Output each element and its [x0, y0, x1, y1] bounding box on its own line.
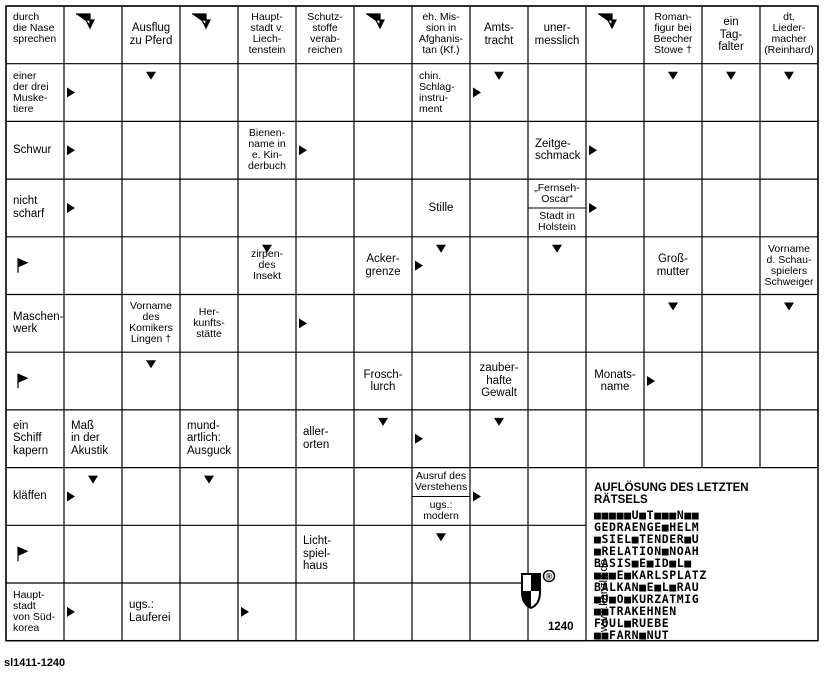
clue-cell: chin. Schlag- instru- ment — [419, 69, 455, 115]
arrow-right-icon — [67, 145, 75, 155]
arrow-right-icon — [589, 145, 597, 155]
clue-cell: eh. Mis- sion in Afghanis- tan (Kf.) — [418, 11, 464, 56]
puzzle-code: sl1411-1240 — [4, 657, 66, 669]
arrow-right-icon — [473, 88, 481, 98]
arrow-down-icon — [436, 245, 446, 253]
arrow-down-icon — [494, 418, 504, 426]
trademark-symbol: ® — [545, 571, 553, 582]
solution-row: BASIS■E■ID■L■ — [594, 555, 692, 570]
arrow-down-icon — [378, 418, 388, 426]
clue-cell: zirpen- des Insekt — [250, 248, 284, 283]
clue-cell: zauber- hafte Gewalt — [479, 362, 519, 400]
clue-cell: Acker- grenze — [365, 253, 401, 278]
arrow-down-icon — [668, 303, 678, 311]
solution-row: ■■TRAKEHNEN — [594, 603, 677, 618]
clue-cell: Stille — [428, 201, 454, 214]
arrow-down-icon — [552, 245, 562, 253]
clue-cell: ein Tag- falter — [718, 16, 744, 54]
arrow-right-icon — [473, 491, 481, 501]
clue-cell: Vorname des Komikers Lingen † — [129, 300, 173, 346]
arrow-down-icon — [436, 533, 446, 541]
clue-cell: Monats- name — [594, 368, 636, 394]
arrow-right-icon — [415, 261, 423, 271]
clue-cell: Haupt- stadt von Süd- korea — [13, 588, 56, 634]
publisher-logo — [518, 570, 558, 610]
clue-cell: Roman- figur bei Beecher Stowe † — [653, 11, 693, 56]
clue-cell: uner- messlich — [534, 22, 580, 47]
clue-cell: „Fernseh- Oscar“ — [534, 181, 580, 205]
solution-row: ■■■■■U■T■■■N■■ — [594, 507, 700, 522]
solution-row: GEDRAENGE■HELM — [594, 519, 700, 534]
arrow-right-icon — [589, 203, 597, 213]
arrow-down-icon — [784, 303, 794, 311]
clue-cell: Her- kunfts- stätte — [193, 305, 225, 340]
solution-row: ■SIEL■TENDER■U — [594, 531, 700, 546]
clue-cell: einer der drei Muske- tiere — [13, 69, 49, 115]
clue-cell: Schwur — [13, 143, 52, 156]
solution-row: ■■■E■KARLSPLATZ — [594, 567, 707, 582]
clue-cell: Licht- spiel- haus — [303, 535, 332, 573]
arrow-down-icon — [204, 476, 214, 484]
arrow-right-icon — [647, 376, 655, 386]
clue-cell: durch die Nase sprechen — [13, 11, 57, 45]
clue-cell: Vorname d. Schau- spielers Schweiger — [764, 242, 814, 288]
bent-arrow-down-icon — [598, 14, 616, 28]
bent-arrow-down-icon — [76, 14, 94, 28]
arrow-right-icon — [299, 318, 307, 328]
clue-cell: Zeitge- schmack — [535, 137, 581, 163]
arrow-right-icon — [67, 203, 75, 213]
clue-cell: Schutz- stoffe verab- reichen — [307, 11, 343, 56]
arrow-right-icon — [67, 491, 75, 501]
solution-row: BALKAN■E■L■RAU — [594, 579, 700, 594]
solution-row: ■RELATION■NOAH — [594, 543, 700, 558]
solution-row: ■U■O■KURZATMIG — [594, 591, 700, 606]
arrow-right-icon — [299, 145, 307, 155]
arrow-right-icon — [415, 434, 423, 444]
solution-row: FOUL■RUEBE — [594, 615, 670, 630]
bent-arrow-down-icon — [192, 14, 210, 28]
solution-title: AUFLÖSUNG DES LETZTEN RÄTSELS — [594, 481, 749, 506]
arrow-down-icon — [784, 72, 794, 80]
clue-cell: ugs.: Lauferei — [129, 599, 171, 624]
clue-cell: ein Schiff kapern — [13, 419, 49, 457]
bent-arrow-down-icon — [366, 14, 384, 28]
arrow-right-icon — [67, 607, 75, 617]
clue-cell: Haupt- stadt v. Liech- tenstein — [248, 11, 286, 56]
clue-cell: mund- artlich: Ausguck — [187, 419, 232, 457]
arrow-down-icon — [668, 72, 678, 80]
puzzle-number: 1240 — [548, 621, 574, 633]
arrow-down-icon — [494, 72, 504, 80]
clue-cell: Maß in der Akustik — [71, 419, 109, 457]
clue-cell: Bienen- name in e. Kin- derbuch — [248, 127, 286, 173]
clue-cell: Groß- mutter — [656, 253, 690, 278]
clue-cell: Stadt in Holstein — [538, 210, 576, 234]
clue-cell: Frosch- lurch — [363, 368, 403, 394]
bent-arrow-right-icon — [18, 547, 27, 561]
solution-row: ■■FARN■NUT — [594, 627, 670, 642]
arrow-down-icon — [146, 72, 156, 80]
arrow-down-icon — [726, 72, 736, 80]
website-url: www.kanzlit.de — [598, 559, 610, 632]
arrow-right-icon — [67, 88, 75, 98]
clue-cell: Ausflug zu Pferd — [129, 22, 173, 47]
clue-cell: nicht scharf — [13, 195, 45, 220]
arrow-right-icon — [241, 607, 249, 617]
clue-cell: aller- orten — [303, 426, 330, 451]
bent-arrow-right-icon — [18, 259, 27, 273]
clue-cell: Ausruf des Verstehens — [414, 470, 468, 494]
arrow-down-icon — [88, 476, 98, 484]
clue-cell: dt. Lieder- macher (Reinhard) — [764, 11, 814, 56]
clue-cell: Amts- tracht — [483, 22, 515, 47]
clue-cell: kläffen — [13, 490, 47, 503]
clue-cell: ugs.: modern — [423, 498, 459, 522]
bent-arrow-right-icon — [18, 374, 27, 388]
clue-cell: Maschen- werk — [13, 310, 63, 336]
arrow-down-icon — [146, 360, 156, 368]
